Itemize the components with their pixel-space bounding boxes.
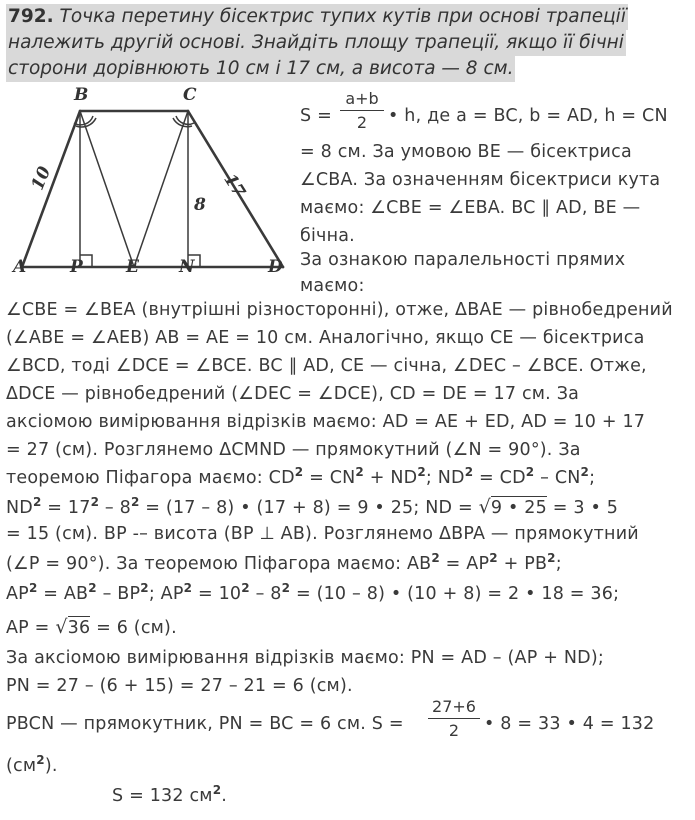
label-b: B	[74, 85, 89, 105]
bisector-be	[80, 111, 134, 267]
solution-line-22-a: PBCN — прямокутник, PN = BC = 6 см. S =	[6, 714, 404, 734]
label-a: A	[13, 257, 27, 275]
solution-line-13: = 27 (см). Розглянемо ΔCMND — прямокутний (∠N = 90°). За	[6, 440, 581, 460]
solution-line-3: ∠CBA. За означенням бісектриси кута	[300, 170, 661, 190]
label-height: 8	[194, 195, 206, 215]
solution-line-7: маємо:	[300, 276, 365, 296]
fraction-numerator: a+b	[345, 89, 379, 108]
sqrt-icon: √	[55, 616, 68, 638]
solution-line-2: = 8 см. За умовою BE — бісектриса	[300, 142, 632, 162]
label-side-cd: 17	[219, 170, 249, 202]
solution-line-9: (∠ABE = ∠AEB) AB = AE = 10 см. Аналогічно, якщо CE — бісектриса	[6, 328, 645, 348]
solution-line-10: ∠BCD, тоді ∠DCE = ∠BCE. BC ∥ AD, CE — січна, ∠DEC – ∠BCE. Отже,	[6, 356, 647, 376]
label-e: E	[126, 257, 139, 275]
solution-line-15: $ND^2 = 17^2 - 8^2 = (17 - 8)$ • (17 + 8) = 9 • 25; ND = √9 • 25 = 3 • 5	[6, 495, 619, 518]
sqrt-icon: √	[478, 496, 491, 518]
final-answer: S = 132 $см^2$.	[112, 783, 228, 806]
solution-line-20: За аксіомою вимірювання відрізків маємо: PN = AD – (AP + ND);	[6, 648, 604, 668]
solution-line-1: • h, де a = BC, b = AD, h = CN	[388, 106, 668, 126]
problem-line-3: сторони дорівнюють 10 см і 17 см, а висота — 8 см.	[6, 56, 515, 82]
fraction-area-formula	[340, 89, 384, 132]
label-d: D	[268, 257, 283, 275]
bisector-ce	[134, 111, 188, 267]
solution-line-14: теоремою Піфагора маємо: $CD^2 = CN^2 + ND^2$; $ND^2 = CD^2 - CN^2$;	[6, 465, 596, 488]
solution-line-4: маємо: ∠CBE = ∠EBA. BC ∥ AD, BE —	[300, 198, 641, 218]
solution-line-11: ΔDCE — рівнобедрений (∠DEC = ∠DCE), CD = DE = 17 см. За	[6, 384, 580, 404]
side-ab	[22, 111, 80, 267]
problem-statement	[6, 4, 690, 82]
angle-arc-b-2	[76, 118, 96, 127]
fraction-denominator: 2	[448, 721, 460, 740]
trapezoid-figure	[0, 80, 296, 275]
problem-line-1: 792. Точка перетину бісектрис тупих кутів при основі трапеції	[6, 4, 628, 30]
solution-line-21: PN = 27 – (6 + 15) = 27 – 21 = 6 (см).	[6, 676, 353, 696]
label-p: P	[70, 257, 83, 275]
solution-line-8: ∠CBE = ∠BEA (внутрішні різносторонні), отже, ΔBAE — рівнобедрений	[6, 300, 673, 320]
solution-line-23: $(см^2)$.	[6, 753, 58, 776]
fraction-denominator: 2	[356, 113, 368, 132]
fraction-numerator: 27+6	[432, 697, 476, 716]
label-n: N	[179, 257, 195, 275]
problem-number: 792.	[8, 6, 54, 27]
solution-line-12: аксіомою вимірювання відрізків маємо: AD = AE + ED, AD = 10 + 17	[6, 412, 646, 432]
solution-line-22-b: • 8 = 33 • 4 = 132	[484, 714, 655, 734]
label-side-ab: 10	[27, 163, 56, 194]
solution-line-18: $AP^2 = AB^2 - BP^2$; $AP^2 = 10^2 - 8^2 = (10 - 8)$ • (10 + 8) = 2 • 18 = 36;	[6, 581, 620, 604]
solution-line-5: бічна.	[300, 226, 355, 246]
solution-line-19: AP = √36 = 6 (см).	[6, 616, 177, 638]
solution-line-17: (∠P = 90°). За теоремою Піфагора маємо: $AB^2 = AP^2 + PB^2$;	[6, 551, 562, 574]
label-c: C	[183, 85, 197, 105]
fraction-area-value	[428, 697, 480, 740]
solution-line-6: За ознакою паралельності прямих	[300, 250, 626, 270]
solution-s-lhs: S =	[300, 106, 332, 126]
problem-line-2: належить другій основі. Знайдіть площу трапеції, якщо її бічні	[6, 30, 626, 56]
solution-line-16: = 15 (см). BP -– висота (BP ⊥ AB). Розглянемо ΔBPA — прямокутний	[6, 524, 639, 544]
